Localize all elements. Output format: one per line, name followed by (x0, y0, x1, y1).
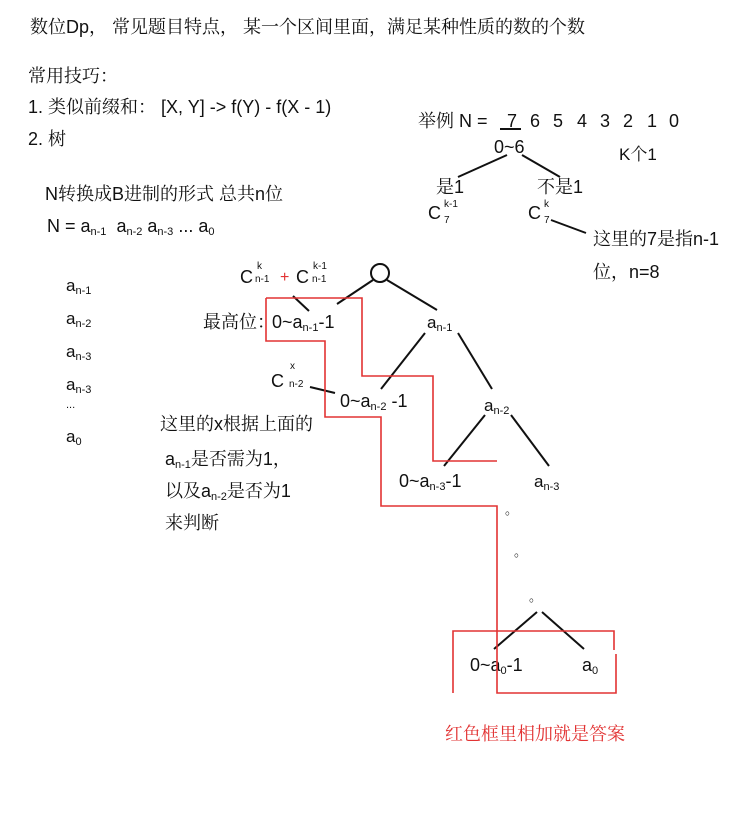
digit-list-item: ... (66, 399, 76, 411)
example-digit: 3 (600, 111, 611, 131)
example-label: 举例 N = (418, 111, 488, 131)
node-last-left: $0\sim a_0-1$ (470, 655, 523, 677)
example-digit: 0 (669, 111, 680, 131)
comb-pointer (310, 387, 335, 393)
tree-edges (293, 129, 586, 649)
branch-is-one: 是1 (436, 177, 465, 197)
example-digit: 6 (530, 111, 541, 131)
k-ones-note: K个1 (619, 145, 657, 164)
conversion-formula: $N = a_{n-1}$ $a_{n-2}$ $a_{n-3}$ ... $a_0$ (47, 216, 215, 238)
comb-k-minus-1-of-7: C k-1 7 (428, 199, 458, 226)
node-l1-right: $a_{n-1}$ (427, 313, 453, 334)
tips-heading: 常用技巧： (28, 66, 118, 86)
ellipsis-dot: 。 (505, 502, 519, 517)
example-digit: 1 (647, 111, 658, 131)
top-digit-label: 最高位： (203, 312, 275, 332)
digit-list-item: $a_{n-2}$ (66, 309, 92, 330)
node-l2-right: $a_{n-2}$ (484, 396, 510, 417)
node-l3-right: $a_{n-3}$ (534, 472, 560, 493)
example-digit: 7 (507, 111, 518, 131)
comb-x-of-n-minus-2: C x n-2 (271, 361, 304, 391)
x-note-line4: 来判断 (165, 513, 219, 533)
note-seven-line1: 这里的7是指n-1 (593, 229, 720, 249)
conversion-heading: N转换成B进制的形式 总共n位 (45, 184, 284, 204)
answer-red-frame (266, 298, 616, 693)
digit-list-item: $a_{n-1}$ (66, 276, 92, 297)
root-node (371, 264, 389, 282)
example-digit: 4 (577, 111, 588, 131)
example-digit: 2 (623, 111, 634, 131)
node-l1-left: $0\sim a_{n-1}-1$ (272, 312, 335, 334)
note-pointer (551, 220, 586, 233)
digit-list-item: $a_{n-3}$ (66, 375, 92, 396)
red-frame-bottom (453, 631, 614, 693)
tip-prefix-sum: 1. 类似前缀和： [X, Y] -> f(Y) - f(X - 1) (28, 97, 332, 117)
note-seven-line2: 位，n=8 (593, 262, 660, 282)
page-title: 数位Dp， 常见题目特点， 某一个区间里面，满足某种性质的数的个数 (30, 17, 586, 37)
red-frame-outer (266, 298, 616, 693)
example-range: 0~6 (494, 137, 525, 157)
edge-l1-right (458, 333, 492, 389)
top-formula: C k n-1 + C k-1 n-1 (240, 261, 327, 287)
edge-l2-right (511, 415, 549, 466)
answer-note: 红色框里相加就是答案 (445, 724, 625, 744)
branch-not-one: 不是1 (537, 177, 584, 197)
edge-l1-left (381, 333, 425, 389)
ellipsis-dot: 。 (529, 589, 543, 604)
edge-example-right (522, 155, 560, 177)
edge-root-right (387, 280, 437, 310)
comb-k-of-7: C k 7 (528, 199, 550, 226)
digit-list-item: $a_0$ (66, 427, 82, 448)
edge-root-left (337, 280, 373, 304)
edge-example-left (458, 155, 507, 177)
edge-l2-left (444, 415, 485, 466)
x-note-line3: 以及$a_{n-2}$是否为1 (165, 481, 291, 503)
node-l2-left: $0\sim a_{n-2}$ -1 (340, 391, 408, 413)
node-last-right: $a_0$ (582, 655, 599, 677)
tip-tree: 2. 树 (28, 129, 67, 149)
digit-list-item: $a_{n-3}$ (66, 342, 92, 363)
ellipsis-dot: 。 (514, 544, 528, 559)
example-digit: 5 (553, 111, 564, 131)
x-note-line2: $a_{n-1}$是否需为1， (165, 449, 291, 471)
node-l3-left: $0\sim a_{n-3}-1$ (399, 471, 462, 493)
x-note-line1: 这里的x根据上面的 (160, 414, 313, 434)
